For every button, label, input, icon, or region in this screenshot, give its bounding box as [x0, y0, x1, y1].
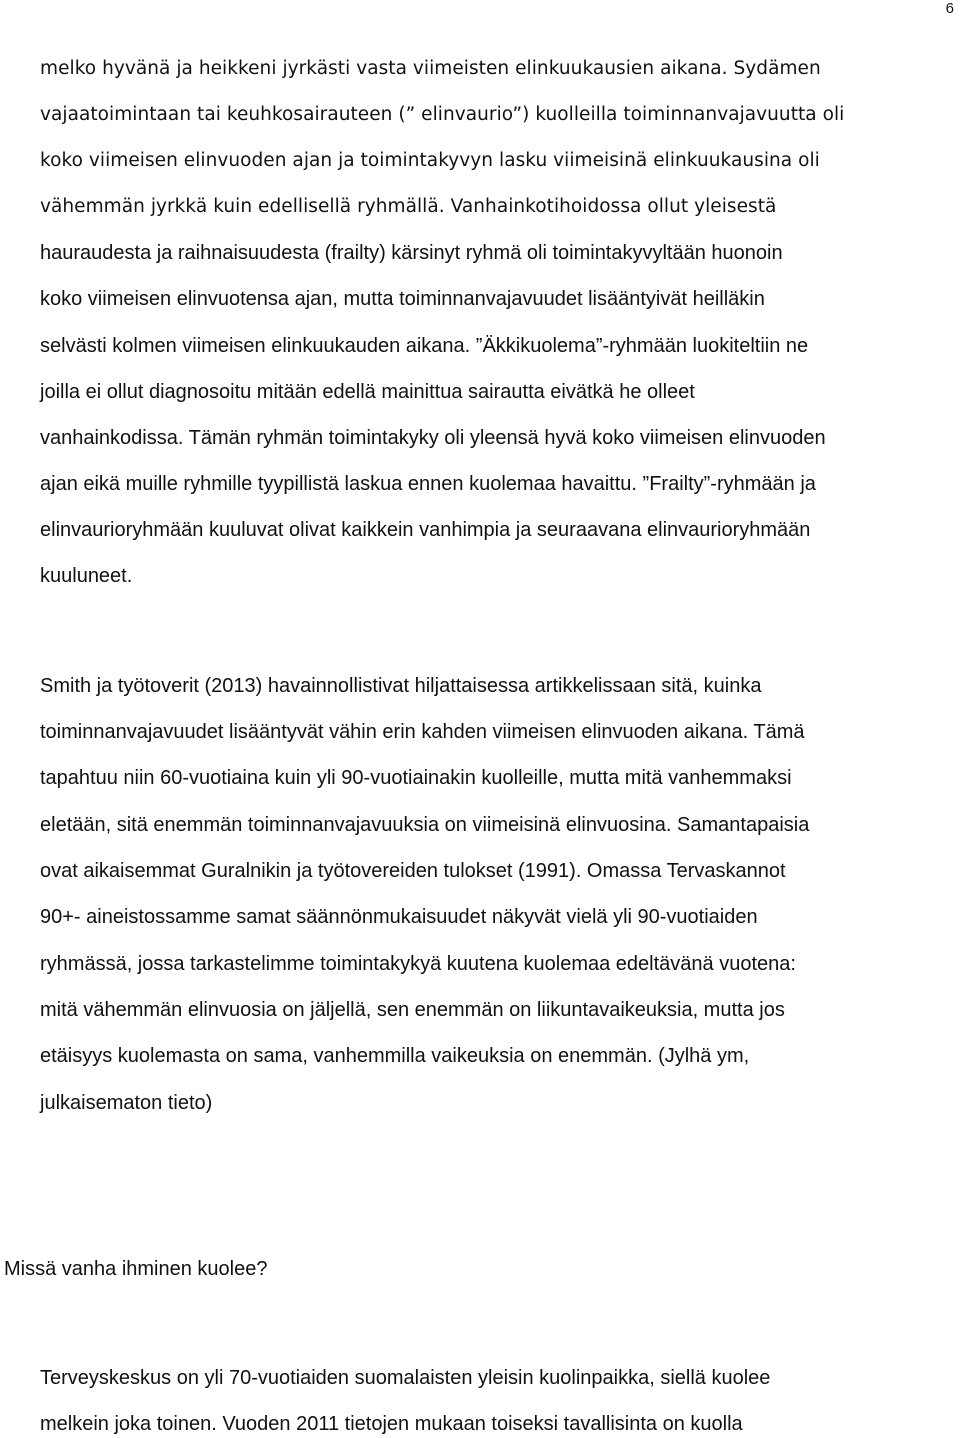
text-line: vajaatoimintaan tai keuhkosairauteen (” elinvaurio”) kuolleilla toiminnanvajavuutta oli [40, 104, 845, 125]
text-line: eletään, sitä enemmän toiminnanvajavuuksia on viimeisinä elinvuosina. Samantapaisia [40, 814, 810, 836]
text-line [40, 195, 776, 219]
text-line: ovat aikaisemmat Guralnikin ja työtovereiden tulokset (1991). Omassa Tervaskannot [40, 860, 786, 882]
text-line: 90+- aineistossamme samat säännönmukaisuudet näkyvät vielä yli 90-vuotiaiden [40, 906, 758, 928]
section-heading: Missä vanha ihminen kuolee? [4, 1258, 268, 1280]
text-line: koko viimeisen elinvuotensa ajan, mutta toiminnanvajavuudet lisääntyivät heilläkin [40, 288, 765, 310]
text-line: melko hyvänä ja heikkeni jyrkästi vasta viimeisten elinkuukausien aikana. Sydämen [40, 58, 821, 79]
text-line: ajan eikä muille ryhmille tyypillistä laskua ennen kuolemaa havaittu. ”Frailty”-ryhmään ja [40, 473, 816, 495]
text-line: elinvaurioryhmään kuuluvat olivat kaikkein vanhimpia ja seuraavana elinvaurioryhmään [40, 519, 811, 541]
text-line: tapahtuu niin 60-vuotiaina kuin yli 90-vuotiainakin kuolleille, mutta mitä vanhemmaksi [40, 767, 792, 789]
text-line: mitä vähemmän elinvuosia on jäljellä, sen enemmän on liikuntavaikeuksia, mutta jos [40, 999, 785, 1021]
text-line: Terveyskeskus on yli 70-vuotiaiden suomalaisten yleisin kuolinpaikka, siellä kuolee [40, 1367, 771, 1389]
text-line: joilla ei ollut diagnosoitu mitään edellä mainittua sairautta eivätkä he olleet [40, 381, 695, 403]
text-line: hauraudesta ja raihnaisuudesta (frailty) kärsinyt ryhmä oli toimintakyvyltään huonoin [40, 242, 783, 264]
text-line: julkaisematon tieto) [40, 1092, 213, 1114]
text-line: selvästi kolmen viimeisen elinkuukauden aikana. ”Äkkikuolema”-ryhmään luokiteltiin ne [40, 335, 809, 357]
text-line: melkein joka toinen. Vuoden 2011 tietojen mukaan toiseksi tavallisinta on kuolla [40, 1413, 743, 1435]
text-line: koko viimeisen elinvuoden ajan ja toimintakyvyn lasku viimeisinä elinkuukausina oli [40, 150, 820, 171]
text-line: kuuluneet. [40, 565, 133, 587]
text-line-part: vähemmän jyrkkä kuin edellisellä ryhmällä. Vanhainkotihoidossa ollut yleisestä [40, 196, 777, 217]
text-line: toiminnanvajavuudet lisääntyvät vähin erin kahden viimeisen elinvuoden aikana. Tämä [40, 721, 805, 743]
text-line: ryhmässä, jossa tarkastelimme toimintakykyä kuutena kuolemaa edeltävänä vuotena: [40, 953, 796, 975]
text-line: vanhainkodissa. Tämän ryhmän toimintakyky oli yleensä hyvä koko viimeisen elinvuoden [40, 427, 826, 449]
page-number: 6 [945, 0, 954, 17]
text-line: etäisyys kuolemasta on sama, vanhemmilla vaikeuksia on enemmän. (Jylhä ym, [40, 1045, 750, 1067]
text-line: Smith ja työtoverit (2013) havainnollistivat hiljattaisessa artikkelissaan sitä, kuinka [40, 675, 762, 697]
